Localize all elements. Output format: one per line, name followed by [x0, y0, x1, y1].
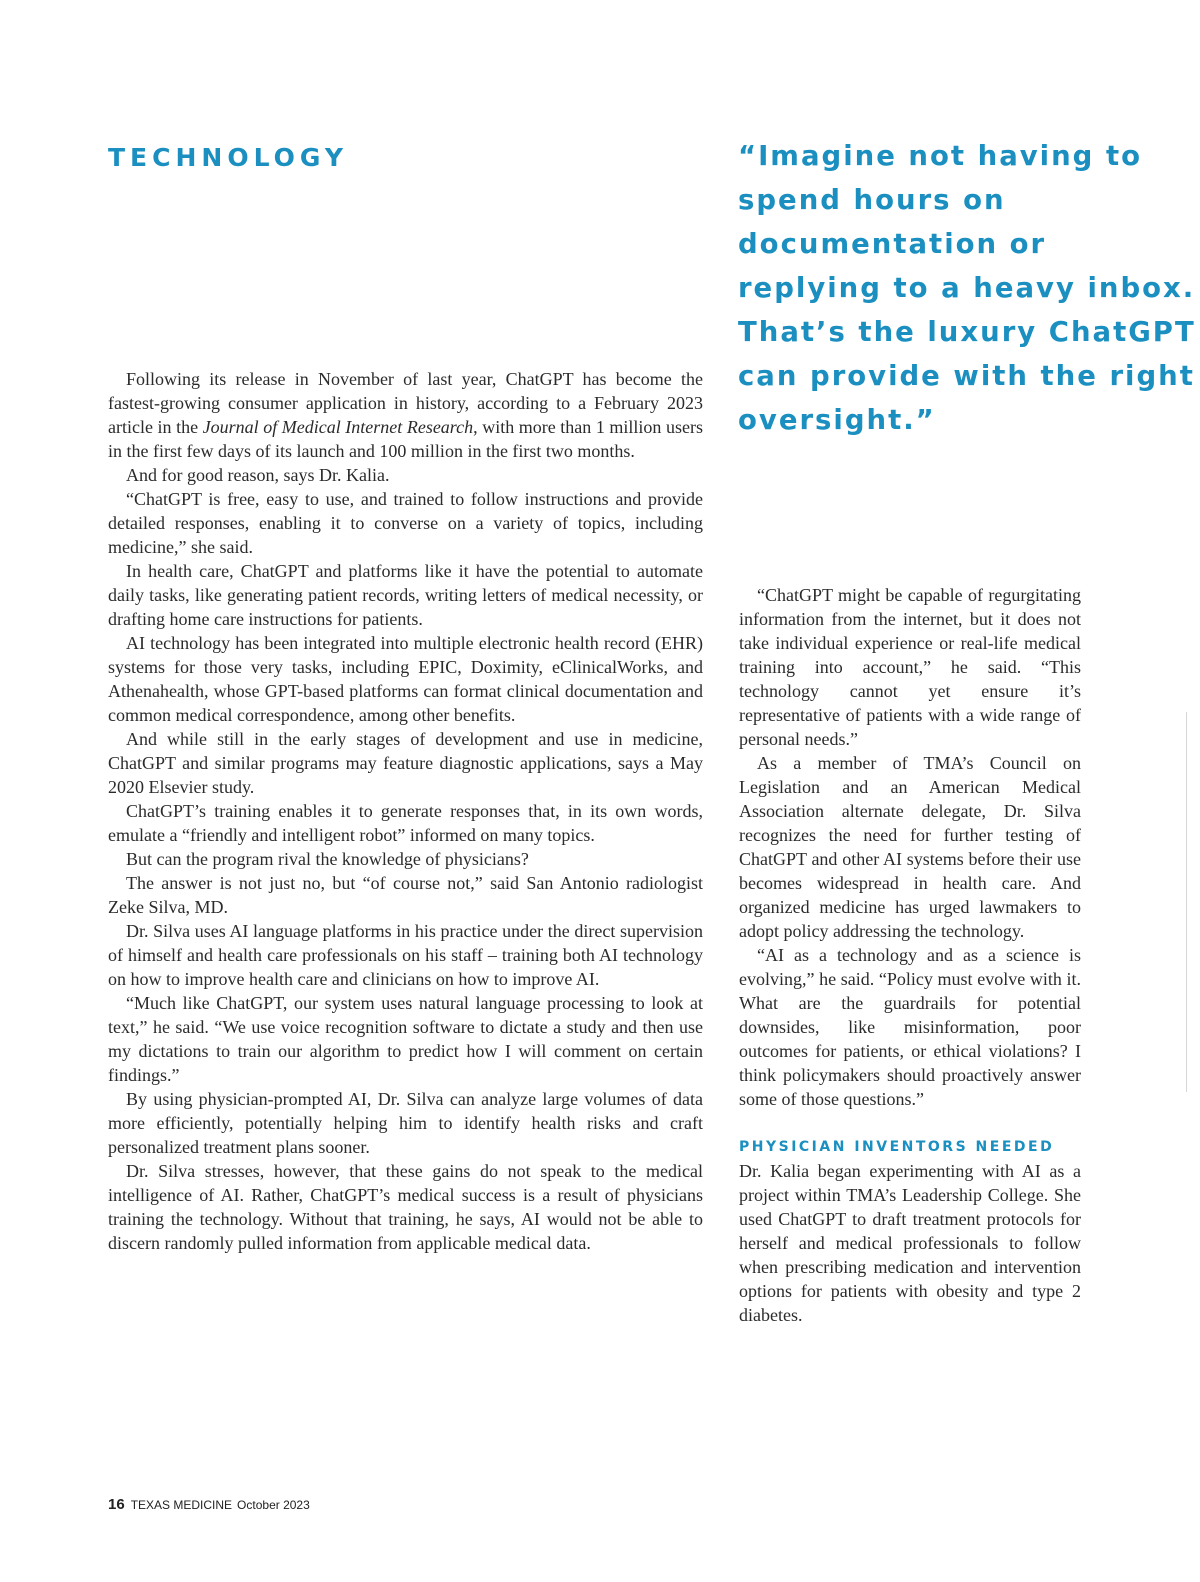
- page-edge-divider: [1186, 712, 1187, 1092]
- paragraph: Dr. Silva stresses, however, that these gains do not speak to the medical intelligence of AI. Rather, ChatGPT’s medical success is a result of physicians training the technology. Without that training, he says, AI would not be able to discern randomly pulled information from applicable medical data.: [108, 1161, 703, 1253]
- paragraph: In health care, ChatGPT and platforms like it have the potential to automate daily tasks, like generating patient records, writing letters of medical necessity, or drafting home care instructions for patients.: [108, 561, 703, 629]
- paragraph: “Much like ChatGPT, our system uses natural language processing to look at text,” he said. “We use voice recognition software to dictate a study and then use my dictations to train our algorithm to predict how I will comment on certain findings.”: [108, 993, 703, 1085]
- pull-quote: “Imagine not having to spend hours on documentation or replying to a heavy inbox. That’s the luxury ChatGPT can provide with the right oversight.”: [738, 140, 1196, 436]
- paragraph: “AI as a technology and as a science is evolving,” he said. “Policy must evolve with it. What are the guardrails for potential downsides, like misinformation, poor outcomes for patients, or ethical violations? I think policymakers should proactively answer some of those questions.”: [739, 945, 1081, 1109]
- journal-title: Journal of Medical Internet Research: [202, 417, 474, 437]
- article-left-column: [108, 367, 703, 1255]
- paragraph: By using physician-prompted AI, Dr. Silva can analyze large volumes of data more efficiently, potentially helping him to identify health risks and craft personalized treatment plans sooner.: [108, 1089, 703, 1157]
- paragraph: AI technology has been integrated into multiple electronic health record (EHR) systems for those very tasks, including EPIC, Doximity, eClinicalWorks, and Athenahealth, whose GPT-based platforms can format clinical documentation and common medical correspondence, among other benefits.: [108, 633, 703, 725]
- paragraph: Dr. Kalia began experimenting with AI as a project within TMA’s Leadership College. She used ChatGPT to draft treatment protocols for herself and medical professionals to follow when prescribing medication and intervention options for patients with obesity and type 2 diabetes.: [739, 1161, 1081, 1325]
- paragraph: Dr. Silva uses AI language platforms in his practice under the direct supervision of himself and health care professionals on his staff – training both AI technology on how to improve health care and clinicians on how to improve AI.: [108, 921, 703, 989]
- paragraph: The answer is not just no, but “of course not,” said San Antonio radiologist Zeke Silva, MD.: [108, 873, 703, 917]
- paragraph: And while still in the early stages of development and use in medicine, ChatGPT and similar programs may feature diagnostic applications, says a May 2020 Elsevier study.: [108, 729, 703, 797]
- paragraph: And for good reason, says Dr. Kalia.: [126, 465, 390, 485]
- paragraph: Following its release in November of last year, ChatGPT has become the fastest-growing consumer application in history, according to a February 2023 article in the Journal of Medical Internet Research, with more than 1 million users in the first few days of its launch and 100 million in the first two months.: [108, 369, 703, 461]
- paragraph: “ChatGPT might be capable of regurgitating information from the internet, but it does not take individual experience or real-life medical training into account,” he said. “This technology cannot yet ensure it’s representative of patients with a wide range of personal needs.”: [739, 585, 1081, 749]
- publication-name: TEXAS MEDICINE: [130, 1498, 233, 1512]
- paragraph: But can the program rival the knowledge of physicians?: [126, 849, 529, 869]
- paragraph: “ChatGPT is free, easy to use, and trained to follow instructions and provide detailed responses, enabling it to converse on a variety of topics, including medicine,” she said.: [108, 489, 703, 557]
- section-label: TECHNOLOGY: [108, 143, 348, 172]
- article-right-column: [739, 583, 1081, 1327]
- subhead-physician-inventors: PHYSICIAN INVENTORS NEEDED: [739, 1139, 1055, 1155]
- page-number: 16: [108, 1496, 125, 1513]
- page-footer: [108, 1496, 310, 1513]
- paragraph: ChatGPT’s training enables it to generate responses that, in its own words, emulate a “friendly and intelligent robot” informed on many topics.: [108, 801, 703, 845]
- issue-date: October 2023: [237, 1498, 310, 1512]
- paragraph: As a member of TMA’s Council on Legislation and an American Medical Association alternate delegate, Dr. Silva recognizes the need for further testing of ChatGPT and other AI systems before their use becomes widespread in health care. And organized medicine has urged lawmakers to adopt policy addressing the technology.: [739, 753, 1081, 941]
